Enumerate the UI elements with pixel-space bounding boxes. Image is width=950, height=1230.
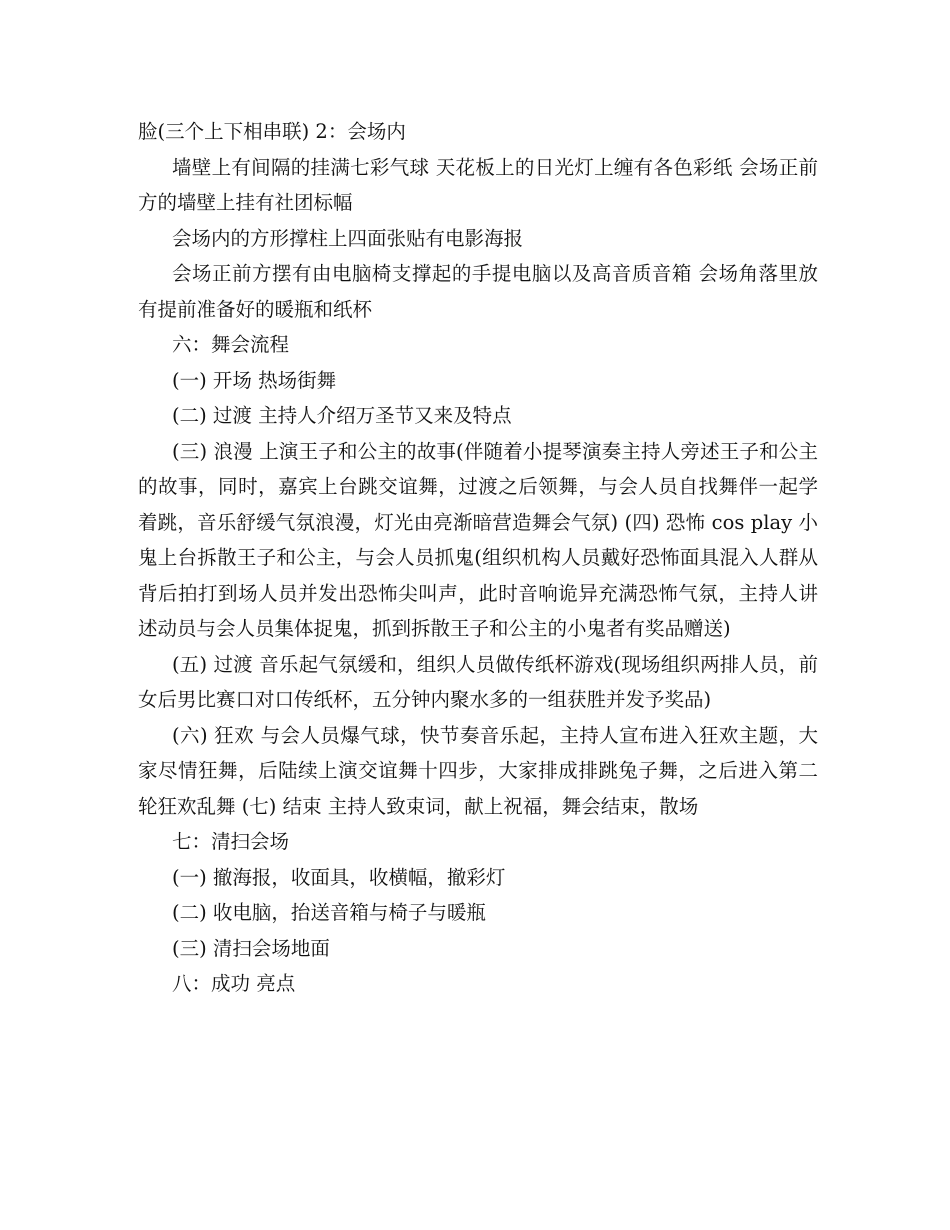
section-heading: 七：清扫会场 bbox=[172, 830, 290, 853]
list-item: (三) 清扫会场地面 bbox=[172, 936, 330, 960]
list-item: (二) 过渡 主持人介绍万圣节又来及特点 bbox=[172, 404, 512, 427]
document-body bbox=[138, 114, 818, 1002]
list-item: (六) 狂欢 与会人员爆气球，快节奏音乐起，主持人宣布进入狂欢主题，大家尽情狂舞，后陆续上演交谊舞十四步，大家排成排跳兔子舞，之后进入第二轮狂欢乱舞 (七) 结束 主持人致束词，献上祝福，舞会结束，散场 bbox=[138, 723, 818, 818]
paragraph: 会场正前方摆有由电脑椅支撑起的手提电脑以及高音质音箱 会场角落里放有提前准备好的暖瓶和纸杯 bbox=[138, 262, 818, 321]
section-heading: 八：成功 亮点 bbox=[172, 972, 296, 995]
paragraph: 墙壁上有间隔的挂满七彩气球 天花板上的日光灯上缠有各色彩纸 会场正前方的墙壁上挂有社团标幅 bbox=[138, 155, 818, 214]
list-item: (五) 过渡 音乐起气氛缓和，组织人员做传纸杯游戏(现场组织两排人员，前女后男比赛口对口传纸杯，五分钟内聚水多的一组获胜并发予奖品) bbox=[138, 652, 818, 711]
list-item: (二) 收电脑，抬送音箱与椅子与暖瓶 bbox=[172, 901, 486, 924]
paragraph: 脸(三个上下相串联) 2：会场内 bbox=[138, 120, 406, 143]
list-item: (一) 开场 热场街舞 bbox=[172, 368, 337, 392]
list-item: (三) 浪漫 上演王子和公主的故事(伴随着小提琴演奏主持人旁述王子和公主的故事，同时，嘉宾上台跳交谊舞，过渡之后领舞，与会人员自找舞伴一起学着跳，音乐舒缓气氛浪漫，灯光由亮渐暗营造舞会气氛) (四) 恐怖 cos play 小鬼上台拆散王子和公主，与会人员抓鬼(组织机构人员戴好恐怖面具混入人群从背后拍打到场人员并发出恐怖尖叫声，此时音响诡异充满恐怖气氛，主持人讲述动员与会人员集体捉鬼，抓到拆散王子和公主的小鬼者有奖品赠送) bbox=[138, 439, 818, 640]
section-heading: 六：舞会流程 bbox=[172, 333, 290, 356]
paragraph: 会场内的方形撑柱上四面张贴有电影海报 bbox=[172, 226, 524, 250]
list-item: (一) 撤海报，收面具，收横幅，撤彩灯 bbox=[172, 865, 506, 889]
